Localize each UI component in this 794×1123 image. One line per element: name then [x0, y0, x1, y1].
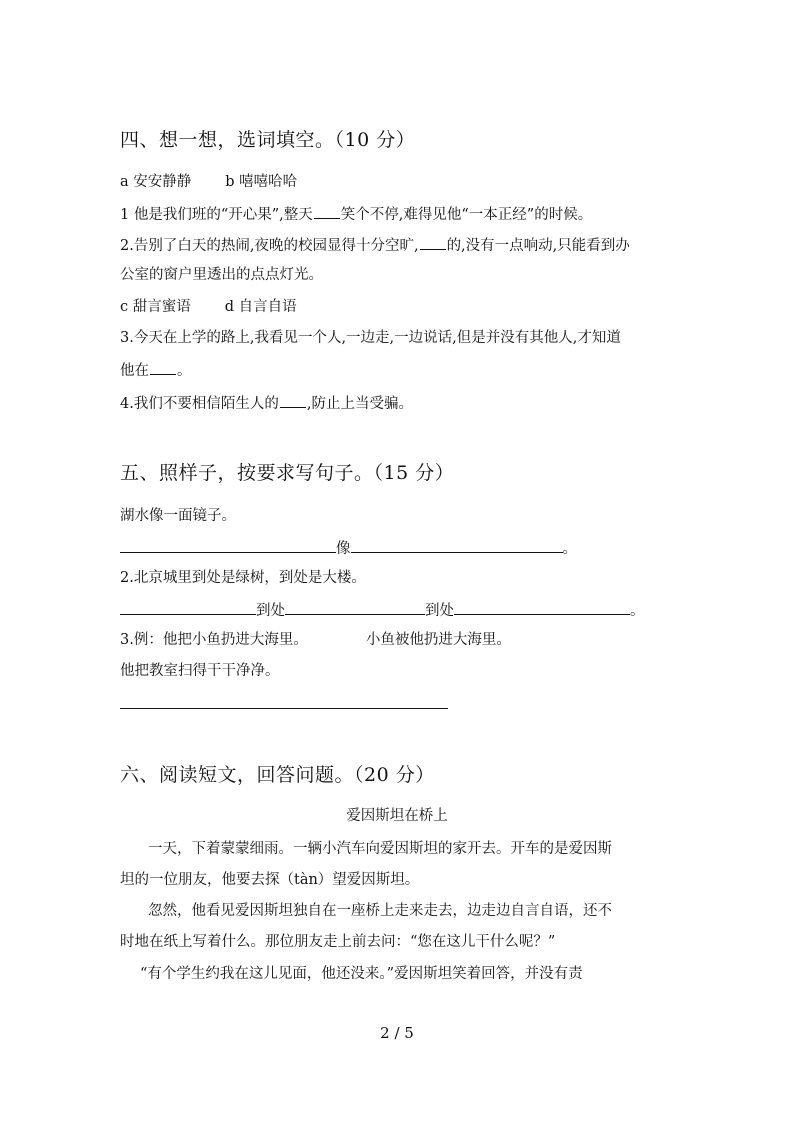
- options-cd: [120, 298, 297, 316]
- fill1-end: 。: [562, 541, 577, 557]
- fill2-mid1: 到处: [256, 603, 285, 619]
- option-b: b 嘻嘻哈哈: [225, 174, 298, 190]
- line3-transformed: 小鱼被他扔进大海里。: [365, 632, 511, 648]
- option-c: c 甜言蜜语: [120, 299, 191, 315]
- question-3: 3.今天在上学的路上,我看见一个人,一边走,一边说话,但是并没有其他人,才知道: [120, 330, 621, 346]
- q3-text-post: 。: [177, 363, 192, 379]
- article-title: 爱因斯坦在桥上: [346, 808, 448, 824]
- example-sentence-4: 他把教室扫得干干净净。: [120, 663, 280, 679]
- example-sentence-2: 2.北京城里到处是绿树，到处是大楼。: [120, 570, 366, 586]
- example-sentence-1: 湖水像一面镜子。: [120, 508, 236, 524]
- section4-heading: 四、想一想，选词填空。（10 分）: [120, 129, 416, 151]
- question-2: [120, 235, 630, 255]
- option-a: a 安安静静: [120, 174, 192, 190]
- example-sentence-3: [120, 631, 511, 649]
- fill2-end: 。: [630, 603, 645, 619]
- q2-text-post: 的,没有一点响动,只能看到办: [446, 238, 630, 254]
- paragraph-2-line-1: 忽然，他看见爱因斯坦独自在一座桥上走来走去，边走边自言自语，还不: [148, 903, 612, 919]
- line3-example: 3.例：他把小鱼扔进大海里。: [120, 632, 308, 648]
- section6-heading: 六、阅读短文，回答问题。（20 分）: [120, 764, 435, 786]
- paragraph-1-line-2: 坦的一位朋友，他要去探（tàn）望爱因斯坦。: [120, 872, 420, 888]
- page-number: 2 / 5: [380, 1024, 414, 1042]
- fill1-mid: 像: [336, 541, 351, 557]
- q1-text-pre: 1 他是我们班的“开心果”,整天: [120, 207, 313, 223]
- q4-text-post: ,防止上当受骗。: [306, 396, 413, 412]
- section5-heading: 五、照样子，按要求写句子。（15 分）: [120, 462, 455, 484]
- fill2-blank-c[interactable]: [454, 600, 630, 615]
- fill2-blank-a[interactable]: [120, 600, 256, 615]
- fill2-mid2: 到处: [425, 603, 454, 619]
- q4-blank[interactable]: [280, 393, 306, 408]
- q3-blank[interactable]: [150, 360, 176, 375]
- q2-blank[interactable]: [420, 235, 446, 250]
- paragraph-2-line-2: 时地在纸上写着什么。那位朋友走上前去问：“您在这儿干什么呢？”: [120, 934, 556, 950]
- question-2-cont: 公室的窗户里透出的点点灯光。: [120, 267, 323, 283]
- paragraph-3-line-1: “有个学生约我在这儿见面，他还没来。”爱因斯坦笑着回答，并没有责: [140, 966, 583, 982]
- fill-line-2: [120, 600, 645, 620]
- option-d: d 自言自语: [224, 299, 297, 315]
- q3-text-pre: 他在: [120, 363, 149, 379]
- fill1-blank-a[interactable]: [120, 538, 336, 553]
- question-1: [120, 204, 592, 224]
- q1-text-post: 笑个不停,难得见他“一本正经”的时候。: [340, 207, 593, 223]
- question-3-cont: [120, 360, 192, 380]
- fill1-blank-b[interactable]: [351, 538, 563, 553]
- options-ab: [120, 173, 297, 191]
- q1-blank[interactable]: [314, 204, 340, 219]
- answer-line[interactable]: [120, 708, 448, 709]
- q4-text-pre: 4.我们不要相信陌生人的: [120, 396, 279, 412]
- q2-text-pre: 2.告别了白天的热闹,夜晚的校园显得十分空旷,: [120, 238, 419, 254]
- fill-line-1: [120, 538, 577, 558]
- question-4: [120, 393, 413, 413]
- fill2-blank-b[interactable]: [285, 600, 425, 615]
- paragraph-1-line-1: 一天，下着蒙蒙细雨。一辆小汽车向爱因斯坦的家开去。开车的是爱因斯: [148, 841, 612, 857]
